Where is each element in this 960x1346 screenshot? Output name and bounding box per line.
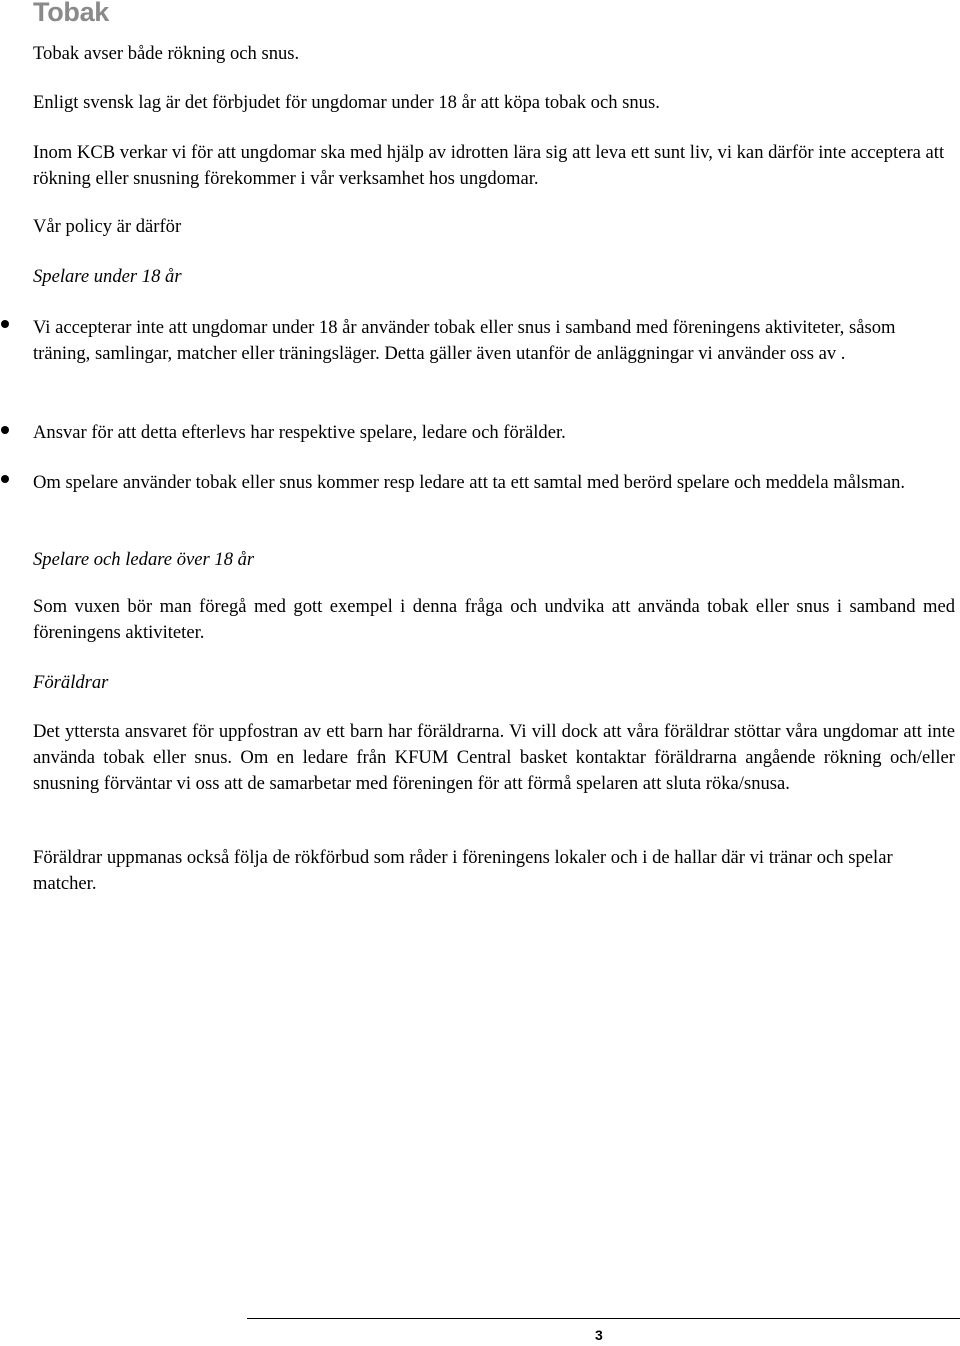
bullet-icon xyxy=(1,475,9,483)
law-paragraph: Enligt svensk lag är det förbjudet för ungdomar under 18 år att köpa tobak och snus. xyxy=(33,92,660,113)
bullet-icon xyxy=(1,320,9,328)
parents-paragraph-2: Föräldrar uppmanas också följa de rökförbud som råder i föreningens lokaler och i de hallar där vi tränar och spelar matcher. xyxy=(33,847,893,894)
kcb-paragraph: Inom KCB verkar vi för att ungdomar ska med hjälp av idrotten lära sig att leva ett sunt liv, vi kan därför inte acceptera att rökning eller snusning förekommer i vår verksamhet hos ungdomar. xyxy=(33,142,945,189)
page-number: 3 xyxy=(595,1327,603,1343)
over-18-paragraph: Som vuxen bör man föregå med gott exempel i denna fråga och undvika att använda tobak eller snus i samband med föreningens aktiviteter. xyxy=(33,596,955,643)
bullet-icon xyxy=(1,426,9,434)
bullet-item-3: Om spelare använder tobak eller snus kommer resp ledare att ta ett samtal med berörd spelare och meddela målsman. xyxy=(33,472,906,493)
bullet-item-1: Vi accepterar inte att ungdomar under 18 år använder tobak eller snus i samband med föreningens aktiviteter, såsom träning, samlingar, matcher eller träningsläger. Detta gäller även utanför de anläggningar vi använder oss av . xyxy=(33,317,896,364)
bullet-item-2: Ansvar för att detta efterlevs har respektive spelare, ledare och förälder. xyxy=(33,422,566,443)
page-heading: Tobak xyxy=(33,0,110,27)
section-title-under-18: Spelare under 18 år xyxy=(33,266,182,287)
parents-paragraph-1: Det yttersta ansvaret för uppfostran av ett barn har föräldrarna. Vi vill dock att våra föräldrar stöttar våra ungdomar att inte använda tobak eller snus. Om en ledare från KFUM Central basket kontaktar föräldrarna angående rökning och/eller snusning förväntar vi oss att de samarbetar med föreningen för att förmå spelaren att sluta röka/snusa. xyxy=(33,721,955,794)
intro-paragraph: Tobak avser både rökning och snus. xyxy=(33,43,300,64)
policy-paragraph: Vår policy är därför xyxy=(33,216,182,237)
section-title-parents: Föräldrar xyxy=(33,672,109,693)
footer-divider xyxy=(247,1318,960,1319)
section-title-over-18: Spelare och ledare över 18 år xyxy=(33,549,255,570)
